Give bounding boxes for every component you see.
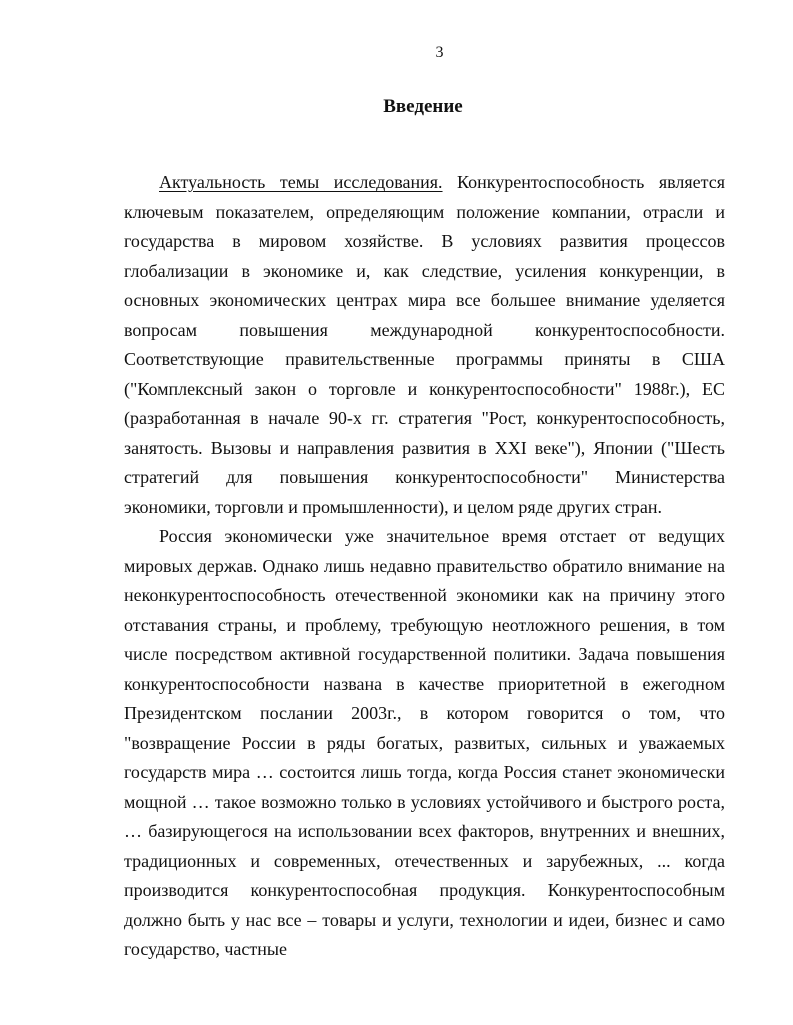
page-number: 3 <box>435 44 444 61</box>
section-heading: Введение <box>383 96 463 117</box>
russia-text: Россия экономически уже значительное время отстает от ведущих мировых держав. Однако лишь недавно правительство обратило внимание на неконкурентоспособность отечественной экономики как на причину этого отставания страны, и проблему, требующую неотложного решения, в том числе посредством активной государственной политики. Задача повышения конкурентоспособности названа в качестве приоритетной в ежегодном Президентском послании 2003г., в котором говорится о том, что "возвращение России в ряды богатых, развитых, сильных и уважаемых государств мира … состоится лишь тогда, когда Россия станет экономически мощной … такое возможно только в условиях устойчивого и быстрого роста, … базирующегося на использовании всех факторов, внутренних и внешних, традиционных и современных, отечественных и зарубежных, ... когда производится конкурентоспособная продукция. Конкурентоспособным должно быть у нас все – товары и услуги, технологии и идеи, бизнес и само государство, частные <box>124 526 725 959</box>
relevance-lead: Актуальность темы исследования. <box>159 172 443 192</box>
paragraph-relevance <box>124 168 725 522</box>
relevance-text: Конкурентоспособность является ключевым показателем, определяющим положение компании, отрасли и государства в мировом хозяйстве. В условиях развития процессов глобализации в экономике и, как следствие, усиления конкуренции, в основных экономических центрах мира все большее внимание уделяется вопросам повышения международной конкурентоспособности. Соответствующие правительственные программы приняты в США ("Комплексный закон о торговле и конкурентоспособности" 1988г.), ЕС (разработанная в начале 90-х гг. стратегия "Рост, конкурентоспособность, занятость. Вызовы и направления развития в XXI веке"), Японии ("Шесть стратегий для повышения конкурентоспособности" Министерства экономики, торговли и промышленности), и целом ряде других стран. <box>124 172 725 517</box>
paragraph-russia <box>124 522 725 965</box>
document-body <box>124 168 725 965</box>
